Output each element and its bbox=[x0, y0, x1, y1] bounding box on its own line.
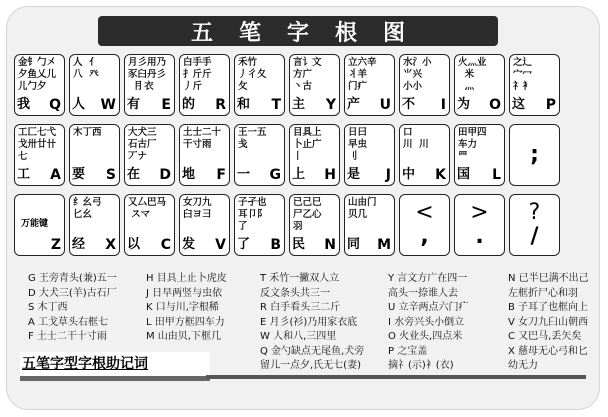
key-radicals: 王一五 戋 bbox=[238, 127, 267, 150]
mnemonic-line: T 禾竹一撇双人立 bbox=[260, 273, 340, 284]
mnemonic-line: F 土士二干十寸雨 bbox=[28, 331, 107, 342]
punct-upper: ? bbox=[528, 200, 541, 225]
key-r[interactable] bbox=[179, 54, 230, 116]
mnemonic-column bbox=[388, 272, 469, 374]
key-letter: A bbox=[50, 167, 61, 183]
key-a[interactable] bbox=[14, 124, 65, 186]
key-i[interactable] bbox=[399, 54, 450, 116]
key-c[interactable] bbox=[124, 194, 175, 256]
mnemonic-line: R 白手看头三二斤 bbox=[260, 302, 341, 313]
footer-title: 五笔字型字根助记词 bbox=[22, 356, 148, 372]
key-radicals: 禾竹 丿彳夂 攵 bbox=[238, 57, 267, 92]
punct-lower: ; bbox=[530, 142, 539, 167]
mnemonic-line: B 子耳了也框向上 bbox=[508, 302, 589, 313]
key-main-char: 我 bbox=[17, 97, 31, 112]
key-y[interactable] bbox=[289, 54, 340, 116]
mnemonic-line: P 之宝盖 bbox=[388, 345, 428, 357]
key-k[interactable] bbox=[399, 124, 450, 186]
mnemonic-line: X 慈母无心弓和匕 bbox=[508, 345, 589, 357]
key-main-char: 地 bbox=[182, 167, 196, 182]
mnemonic-line: E 月彡(衫)乃用家衣底 bbox=[260, 316, 358, 328]
mnemonic-line: C 又巴马,丢矢矣 bbox=[508, 331, 582, 342]
punct-lower: / bbox=[530, 224, 539, 249]
key-main-char: 有 bbox=[127, 97, 141, 112]
key-main-char: 工 bbox=[17, 167, 31, 182]
title-banner bbox=[98, 16, 498, 46]
mnemonic-line: 高头一捺谁人去 bbox=[388, 287, 458, 299]
key-radicals: 山由门 贝几 bbox=[348, 197, 377, 220]
key-q[interactable] bbox=[14, 54, 65, 116]
key-letter: J bbox=[385, 167, 391, 183]
key-main-char: 不 bbox=[402, 97, 416, 112]
key-s[interactable] bbox=[69, 124, 120, 186]
punct-key[interactable] bbox=[399, 194, 450, 256]
key-main-char: 和 bbox=[237, 97, 251, 112]
mnemonic-line: J 日早两竖与虫依 bbox=[146, 287, 223, 299]
key-main-char: 了 bbox=[237, 237, 251, 252]
key-main-char: 在 bbox=[127, 167, 141, 182]
key-main-char: 国 bbox=[457, 167, 471, 182]
key-radicals: 人 亻 八 癶 bbox=[73, 57, 99, 80]
key-main-char: 要 bbox=[72, 167, 86, 182]
key-radicals: 火灬业 米 灬 bbox=[458, 57, 487, 92]
key-letter: I bbox=[440, 97, 446, 113]
key-letter: N bbox=[324, 237, 336, 253]
key-letter: B bbox=[270, 237, 281, 253]
key-radicals: 月彡用乃 豕臼丹彡 ⺝衣 bbox=[128, 57, 167, 92]
key-letter: T bbox=[271, 97, 281, 113]
key-main-char: 中 bbox=[402, 167, 416, 182]
mnemonic-column bbox=[146, 272, 227, 345]
key-m[interactable] bbox=[344, 194, 395, 256]
key-letter: L bbox=[492, 167, 501, 183]
key-l[interactable] bbox=[454, 124, 505, 186]
punct-key[interactable] bbox=[509, 194, 560, 256]
key-main-char: 上 bbox=[292, 167, 306, 182]
mnemonic-line: N 已半巳满不出己 bbox=[508, 273, 589, 284]
mnemonic-line: V 女刀九臼山朝西 bbox=[508, 316, 589, 328]
mnemonic-line: G 王旁青头(兼)五一 bbox=[28, 273, 117, 284]
key-radicals: 子孑也 耳卩阝 了 bbox=[238, 197, 267, 232]
key-d[interactable] bbox=[124, 124, 175, 186]
key-main-char: 经 bbox=[72, 237, 86, 252]
key-letter: R bbox=[215, 97, 226, 113]
mnemonic-line: W 人和八,三四里 bbox=[260, 331, 337, 342]
key-letter: V bbox=[215, 237, 226, 253]
key-letter: X bbox=[105, 237, 116, 253]
punct-lower: . bbox=[475, 224, 484, 249]
punct-key[interactable] bbox=[509, 124, 560, 186]
key-letter: Q bbox=[49, 97, 61, 113]
key-radicals: 田甲四 车力 罒 bbox=[458, 127, 487, 162]
mnemonic-line: D 大犬三(羊)古石厂 bbox=[28, 287, 117, 299]
key-radicals: 口 川 川 bbox=[403, 127, 429, 150]
key-radicals: 工匚七弋 戈卅廿卄 七 bbox=[18, 127, 57, 162]
key-letter: G bbox=[269, 167, 281, 183]
mnemonic-line: 反文条头共三一 bbox=[260, 287, 330, 299]
key-letter: S bbox=[105, 167, 116, 183]
key-main-char: 一 bbox=[237, 167, 251, 182]
key-main-char: 为 bbox=[457, 97, 471, 112]
key-letter: H bbox=[324, 167, 336, 183]
key-h[interactable] bbox=[289, 124, 340, 186]
mnemonic-line: 留儿一点夕,氏无七(妻) bbox=[260, 360, 361, 371]
mnemonic-line: U 立辛两点六门疒 bbox=[388, 302, 469, 313]
punct-key[interactable] bbox=[454, 194, 505, 256]
mnemonic-line: A 工戈草头右框七 bbox=[28, 316, 109, 328]
key-t[interactable] bbox=[234, 54, 285, 116]
key-letter: P bbox=[545, 97, 556, 113]
key-radicals: 水氵小 ⺌兴 小小 bbox=[403, 57, 432, 92]
key-radicals: 立六辛 丬羊 门疒 bbox=[348, 57, 377, 92]
key-z[interactable] bbox=[14, 194, 65, 256]
mnemonic-line: 左框折尸心和羽 bbox=[508, 287, 578, 299]
mnemonic-line: S 木丁西 bbox=[28, 302, 68, 313]
key-radicals: 土士二十 干寸雨 bbox=[183, 127, 222, 150]
mnemonic-line: K 口与川,字根稀 bbox=[146, 302, 219, 313]
key-w[interactable] bbox=[69, 54, 120, 116]
key-u[interactable] bbox=[344, 54, 395, 116]
key-main-char: 民 bbox=[292, 237, 306, 252]
punct-lower: , bbox=[420, 224, 429, 249]
key-letter: K bbox=[435, 167, 446, 183]
mnemonic-line: M 山由贝,下框几 bbox=[146, 331, 221, 342]
key-letter: Y bbox=[325, 97, 336, 113]
key-letter: O bbox=[489, 97, 501, 113]
key-letter: M bbox=[377, 237, 391, 253]
mnemonic-line: O 火业头,四点米 bbox=[388, 331, 463, 342]
key-f[interactable] bbox=[179, 124, 230, 186]
key-radicals: 日曰 早虫 刂 bbox=[348, 127, 368, 162]
key-g[interactable] bbox=[234, 124, 285, 186]
key-n[interactable] bbox=[289, 194, 340, 256]
key-main-char: 以 bbox=[127, 237, 141, 252]
mnemonic-line: I 水旁兴头小倒立 bbox=[388, 316, 465, 328]
key-main-char: 人 bbox=[72, 97, 86, 112]
footer-rule bbox=[206, 375, 586, 379]
key-x[interactable] bbox=[69, 194, 120, 256]
key-letter: Z bbox=[50, 237, 61, 253]
mnemonic-column bbox=[508, 272, 589, 374]
punct-upper: > bbox=[470, 200, 489, 225]
mnemonic-line: L 田甲方框四车力 bbox=[146, 316, 225, 328]
key-radicals: 言讠文 方广 丶古 bbox=[293, 57, 322, 92]
key-main-char: 万能键 bbox=[21, 219, 49, 229]
key-main-char: 的 bbox=[182, 97, 196, 112]
mnemonic-line: 幼无力 bbox=[508, 360, 538, 371]
key-radicals: 纟幺弓 匕幺 bbox=[73, 197, 102, 220]
key-radicals: 女刀九 臼ヨ彐 bbox=[183, 197, 212, 220]
key-letter: U bbox=[379, 97, 391, 113]
mnemonic-line: Q 金勺缺点无尾鱼,犬旁 bbox=[260, 345, 365, 357]
key-radicals: 目具上 卜止广 丨 bbox=[293, 127, 322, 162]
mnemonic-line: H 目具上止卜虎皮 bbox=[146, 273, 227, 284]
key-letter: W bbox=[100, 97, 116, 113]
page-title: 五笔字根图 bbox=[190, 19, 431, 46]
mnemonic-column bbox=[28, 272, 117, 345]
key-radicals: 之辶 宀冖 礻衤 bbox=[513, 57, 533, 92]
key-main-char: 是 bbox=[347, 167, 361, 182]
keyboard-card bbox=[6, 6, 600, 410]
key-v[interactable] bbox=[179, 194, 230, 256]
key-main-char: 同 bbox=[347, 237, 361, 252]
punct-upper: < bbox=[415, 200, 434, 225]
key-p[interactable] bbox=[509, 54, 560, 116]
key-radicals: 又厶巴马 スマ bbox=[128, 197, 167, 220]
key-main-char: 主 bbox=[292, 97, 306, 112]
key-letter: C bbox=[160, 237, 171, 253]
key-main-char: 这 bbox=[512, 97, 526, 112]
key-main-char: 发 bbox=[182, 237, 196, 252]
key-radicals: 已己巳 尸乙心 羽 bbox=[293, 197, 322, 232]
key-radicals: 大犬三 石古厂 丆ナ bbox=[128, 127, 157, 162]
key-main-char: 产 bbox=[347, 97, 361, 112]
key-radicals: 金钅勹㐅 夕鱼乂儿 儿勹夕 bbox=[18, 57, 57, 92]
key-letter: E bbox=[161, 97, 171, 113]
key-letter: D bbox=[159, 167, 171, 183]
key-o[interactable] bbox=[454, 54, 505, 116]
key-j[interactable] bbox=[344, 124, 395, 186]
key-b[interactable] bbox=[234, 194, 285, 256]
mnemonic-line: Y 言文方广在四一 bbox=[388, 273, 468, 284]
key-radicals: 白手手 扌斤斤 丿斤 bbox=[183, 57, 212, 92]
key-e[interactable] bbox=[124, 54, 175, 116]
mnemonic-line: 摘礻(示)衤(衣) bbox=[388, 360, 454, 371]
key-letter: F bbox=[216, 167, 226, 183]
mnemonic-column bbox=[260, 272, 364, 374]
key-radicals: 木丁西 bbox=[73, 127, 102, 138]
